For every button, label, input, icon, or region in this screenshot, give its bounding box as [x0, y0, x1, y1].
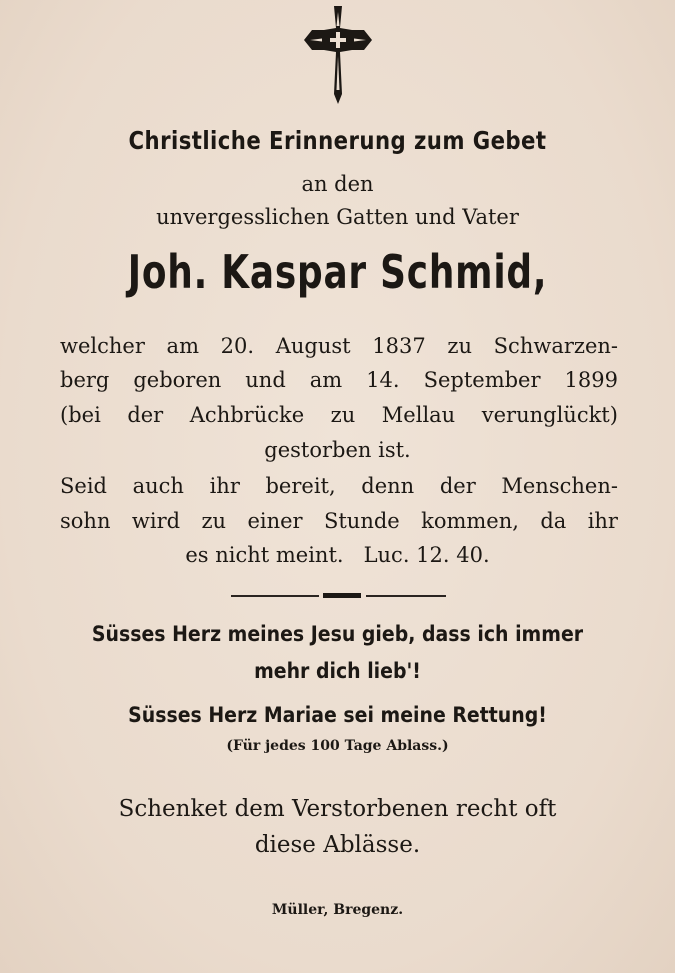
indulgence-note: (Für jedes 100 Tage Ablass.)	[226, 738, 449, 754]
biography-line-1: welcher am 20. August 1837 zu Schwarzen-	[60, 334, 618, 358]
deceased-name: Joh. Kaspar Schmid,	[127, 245, 548, 299]
cross-icon	[302, 2, 374, 106]
ornamental-divider	[231, 592, 446, 598]
heading-subtitle: an den	[301, 172, 374, 196]
biography-line-2: berg geboren und am 14. September 1899	[60, 368, 618, 392]
prayer-line-1: Süsses Herz meines Jesu gieb, dass ich immer	[91, 622, 584, 646]
scripture-line-3: es nicht meint. Luc. 12. 40.	[185, 543, 490, 567]
heading-dedication: unvergesslichen Gatten und Vater	[156, 205, 519, 229]
biography-line-4: gestorben ist.	[264, 438, 411, 462]
scripture-line-1: Seid auch ihr bereit, denn der Menschen-	[60, 474, 618, 498]
heading-title: Christliche Erinnerung zum Gebet	[128, 126, 547, 155]
closing-line-1: Schenket dem Verstorbenen recht oft	[118, 796, 557, 822]
scripture-line-2: sohn wird zu einer Stunde kommen, da ihr	[60, 509, 618, 533]
prayer-line-3: Süsses Herz Mariae sei meine Rettung!	[128, 703, 547, 727]
biography-line-3: (bei der Achbrücke zu Mellau verunglückt)	[60, 403, 618, 427]
printer-imprint: Müller, Bregenz.	[271, 902, 404, 918]
closing-line-2: diese Ablässe.	[254, 832, 421, 858]
prayer-line-2: mehr dich lieb'!	[254, 659, 421, 683]
